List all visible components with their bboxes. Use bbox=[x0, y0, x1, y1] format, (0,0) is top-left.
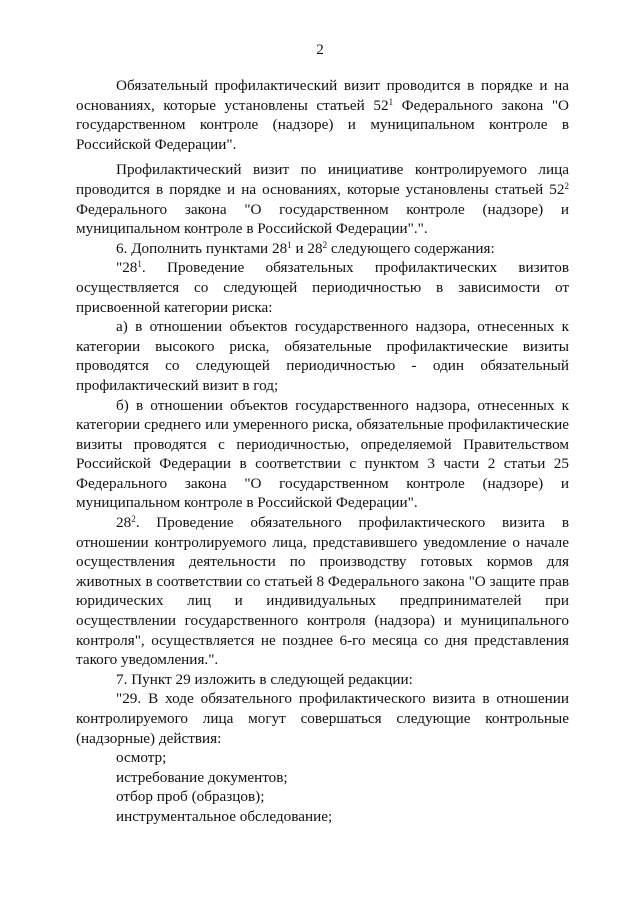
paragraph-item-6 bbox=[76, 239, 569, 259]
paragraph-mandatory-visit bbox=[76, 76, 569, 154]
text: Профилактический визит по инициативе контролируемого лица проводится в порядке и на основаниях, которые установлены статьей 52 bbox=[76, 161, 569, 198]
text: . Проведение обязательных профилактических визитов осуществляется со следующей периодичностью в зависимости от присвоенной категории риска: bbox=[76, 259, 569, 316]
document-body bbox=[76, 76, 569, 827]
superscript: 2 bbox=[564, 180, 569, 191]
text: 28 bbox=[116, 514, 132, 532]
list-item: отбор проб (образцов); bbox=[116, 788, 265, 806]
text: "28 bbox=[116, 259, 138, 277]
paragraph-29: "29. В ходе обязательного профилактического визита в отношении контролируемого лица могут совершаться следующие контрольные (надзорные) действия: bbox=[76, 690, 569, 747]
paragraph-initiative-visit bbox=[76, 160, 569, 238]
page-number: 2 bbox=[316, 41, 324, 58]
text: и 28 bbox=[291, 239, 323, 257]
list-item: инструментальное обследование; bbox=[116, 807, 333, 825]
text: . Проведение обязательного профилактического визита в отношении контролируемого лица, представившего уведомление о начале осуществления деятельности по производству готовых кормов для животных в соответствии со статьей 8 Федерального закона "О защите прав юридических лиц и индивидуальных предпринимателей при осуществлении государственного контроля (надзора) и муниципального контроля", осуществляется не позднее 6-го месяца со дня представления такого уведомления.". bbox=[76, 514, 569, 669]
text: 6. Дополнить пунктами 28 bbox=[116, 239, 288, 257]
paragraph-28-2 bbox=[76, 513, 569, 670]
paragraph-item-7: 7. Пункт 29 изложить в следующей редакции: bbox=[116, 670, 413, 688]
superscript: 1 bbox=[137, 259, 142, 270]
paragraph-subitem-b: б) в отношении объектов государственного надзора, отнесенных к категории среднего или умеренного риска, обязательные профилактические визиты проводятся с периодичностью, определяемой Правительством Российской Федерации в соответствии с пунктом 3 части 2 статьи 25 Федерального закона "О государственном контроле (надзоре) и муниципальном контроле в Российской Федерации". bbox=[76, 396, 569, 512]
superscript: 1 bbox=[287, 239, 292, 250]
text: следующего содержания: bbox=[327, 239, 495, 257]
list-item: истребование документов; bbox=[116, 768, 288, 786]
paragraph-28-1 bbox=[76, 258, 569, 317]
paragraph-subitem-a: а) в отношении объектов государственного надзора, отнесенных к категории высокого риска, обязательные профилактические визиты проводятся со следующей периодичностью - один обязательный профилактический визит в год; bbox=[76, 318, 569, 394]
text: Федерального закона "О государственном контроле (надзоре) и муниципальном контроле в Российской Федерации".". bbox=[76, 200, 569, 238]
superscript: 2 bbox=[322, 239, 328, 250]
list-item: осмотр; bbox=[116, 749, 167, 767]
text: Обязательный профилактический визит проводится в порядке и на основаниях, которые установлены статьей 52 bbox=[76, 77, 569, 114]
superscript: 1 bbox=[388, 96, 394, 107]
superscript: 2 bbox=[131, 514, 136, 525]
text: Федерального закона "О государственном контроле (надзоре) и муниципальном контроле в Российской Федерации". bbox=[76, 96, 570, 153]
